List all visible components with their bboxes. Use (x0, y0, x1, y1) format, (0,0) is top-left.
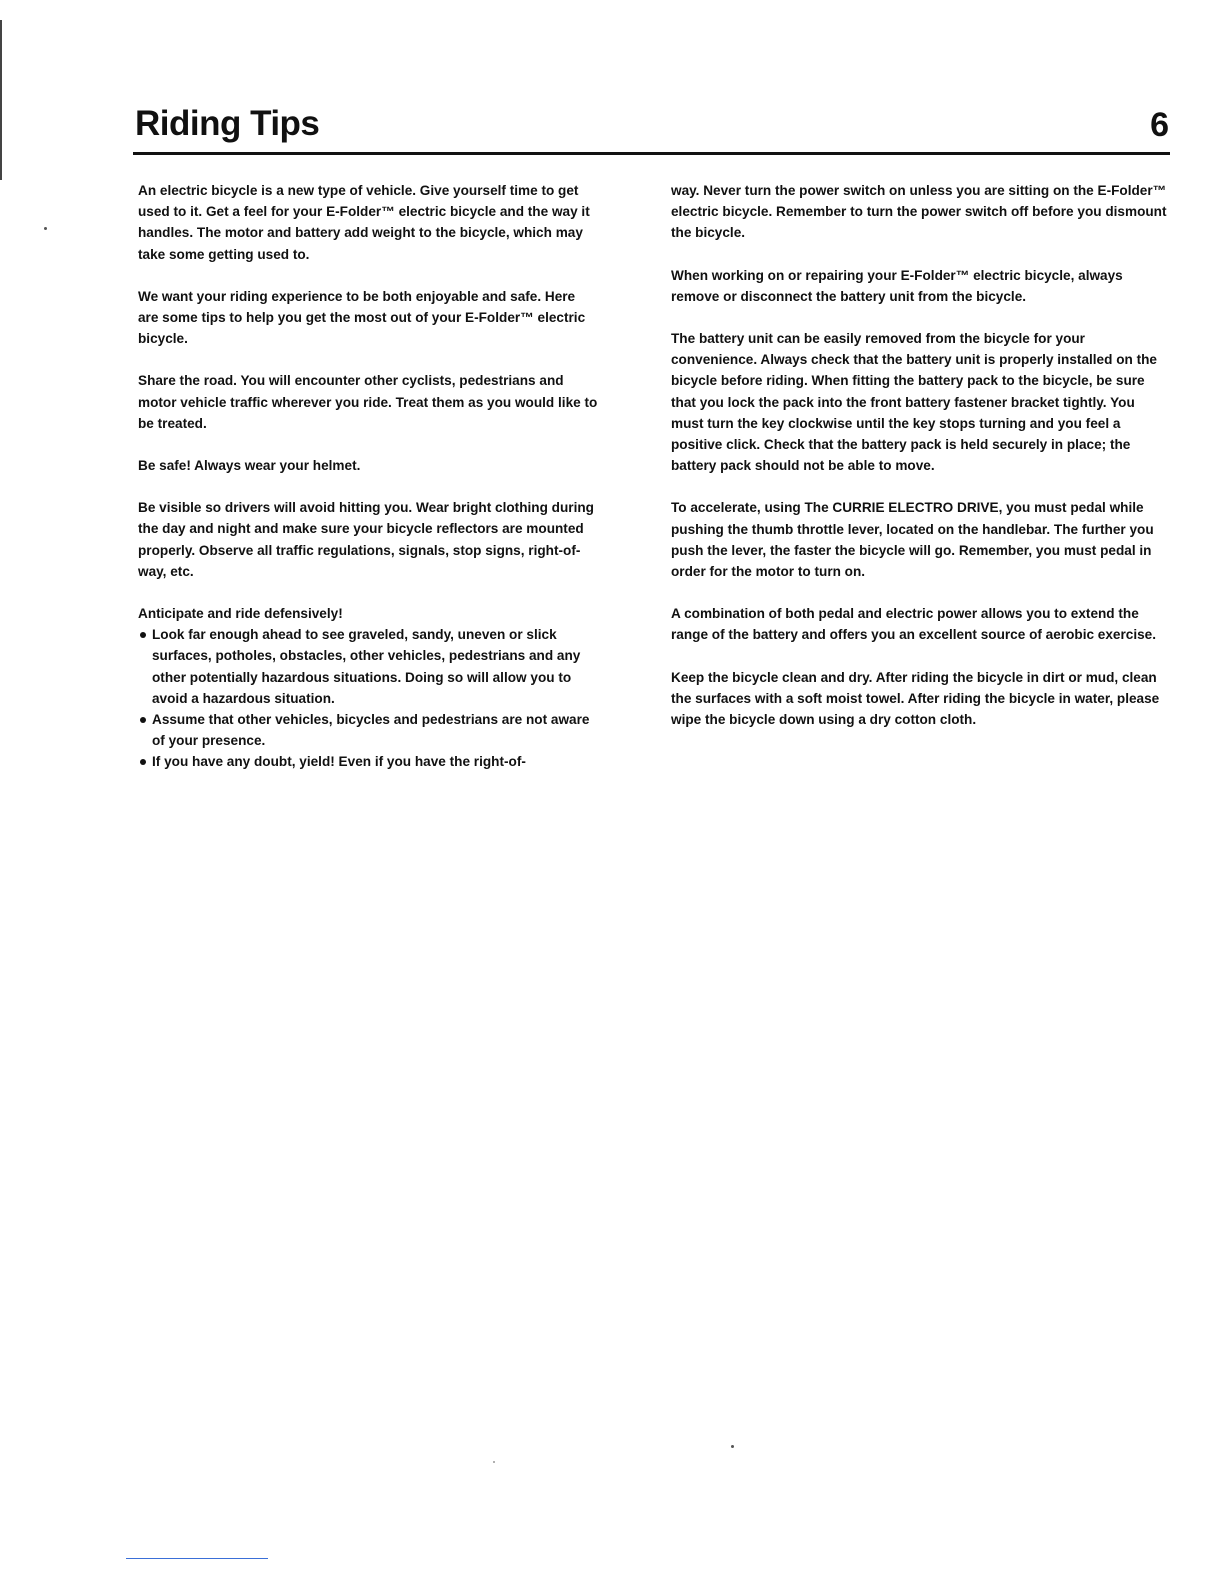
paragraph-repairing: When working on or repairing your E-Folder™ electric bicycle, always remove or disconnect the battery unit from the bicycle. (671, 267, 1123, 304)
header-rule (133, 152, 1170, 155)
list-item: Look far enough ahead to see graveled, sandy, uneven or slick surfaces, potholes, obstacles, other vehicles, pedestrians and any other potentially hazardous situations. Doing so will allow you to avoid a hazardous situation. (138, 624, 598, 709)
paragraph-share-road: Share the road. You will encounter other cyclists, pedestrians and motor vehicle traffic wherever you ride. Treat them as you would like to be treated. (138, 373, 598, 431)
scan-speck (731, 1445, 734, 1448)
scan-speck (493, 1461, 495, 1463)
scan-speck (44, 227, 47, 230)
footer-line (126, 1558, 268, 1559)
scan-edge-mark (0, 20, 2, 180)
list-item: Assume that other vehicles, bicycles and pedestrians are not aware of your presence. (138, 709, 598, 751)
paragraph-helmet: Be safe! Always wear your helmet. (138, 458, 361, 474)
paragraph-combination: A combination of both pedal and electric power allows you to extend the range of the battery and offers you an excellent source of aerobic exercise. (671, 606, 1157, 643)
paragraph-battery-unit: The battery unit can be easily removed from the bicycle for your convenience. Always check that the battery unit is properly installed on the bicycle before riding. When fitting the battery pack to the bicycle, be sure that you lock the pack into the front battery fastener bracket tightly. You must turn the key clockwise until the key stops turning and you feel a positive click. Check that the battery pack is held securely in place; the battery pack should not be able to move. (671, 331, 1157, 474)
paragraph-power-switch: way. Never turn the power switch on unless you are sitting on the E-Folder™ electric bicycle. Remember to turn the power switch off before you dismount the bicycle. (671, 183, 1167, 241)
paragraph-be-visible: Be visible so drivers will avoid hitting you. Wear bright clothing during the day and night and make sure your bicycle reflectors are mounted properly. Observe all traffic regulations, signals, stop signs, right-of-way, etc. (138, 500, 594, 579)
defensive-riding-list (138, 624, 598, 772)
paragraph-anticipate: Anticipate and ride defensively! (138, 606, 343, 622)
left-column (138, 180, 598, 773)
right-column (671, 180, 1171, 751)
paragraph-enjoyable-safe: We want your riding experience to be both enjoyable and safe. Here are some tips to help you get the most out of your E-Folder™ electric bicycle. (138, 288, 586, 347)
page-title: Riding Tips (135, 104, 320, 143)
paragraph-keep-clean: Keep the bicycle clean and dry. After riding the bicycle in dirt or mud, clean the surfaces with a soft moist towel. After riding the bicycle in water, please wipe the bicycle down using a dry cotton cloth. (671, 669, 1160, 728)
paragraph-intro: An electric bicycle is a new type of vehicle. Give yourself time to get used to it. Get a feel for your E-Folder™ electric bicycle and the way it handles. The motor and battery add weight to the bicycle, which may take some getting used to. (138, 183, 590, 262)
paragraph-accelerate: To accelerate, using The CURRIE ELECTRO DRIVE, you must pedal while pushing the thumb throttle lever, located on the handlebar. The further you push the lever, the faster the bicycle will go. Remember, you must pedal in order for the motor to turn on. (671, 500, 1154, 580)
page-number: 6 (1150, 106, 1169, 144)
list-item: If you have any doubt, yield! Even if you have the right-of- (138, 751, 598, 772)
